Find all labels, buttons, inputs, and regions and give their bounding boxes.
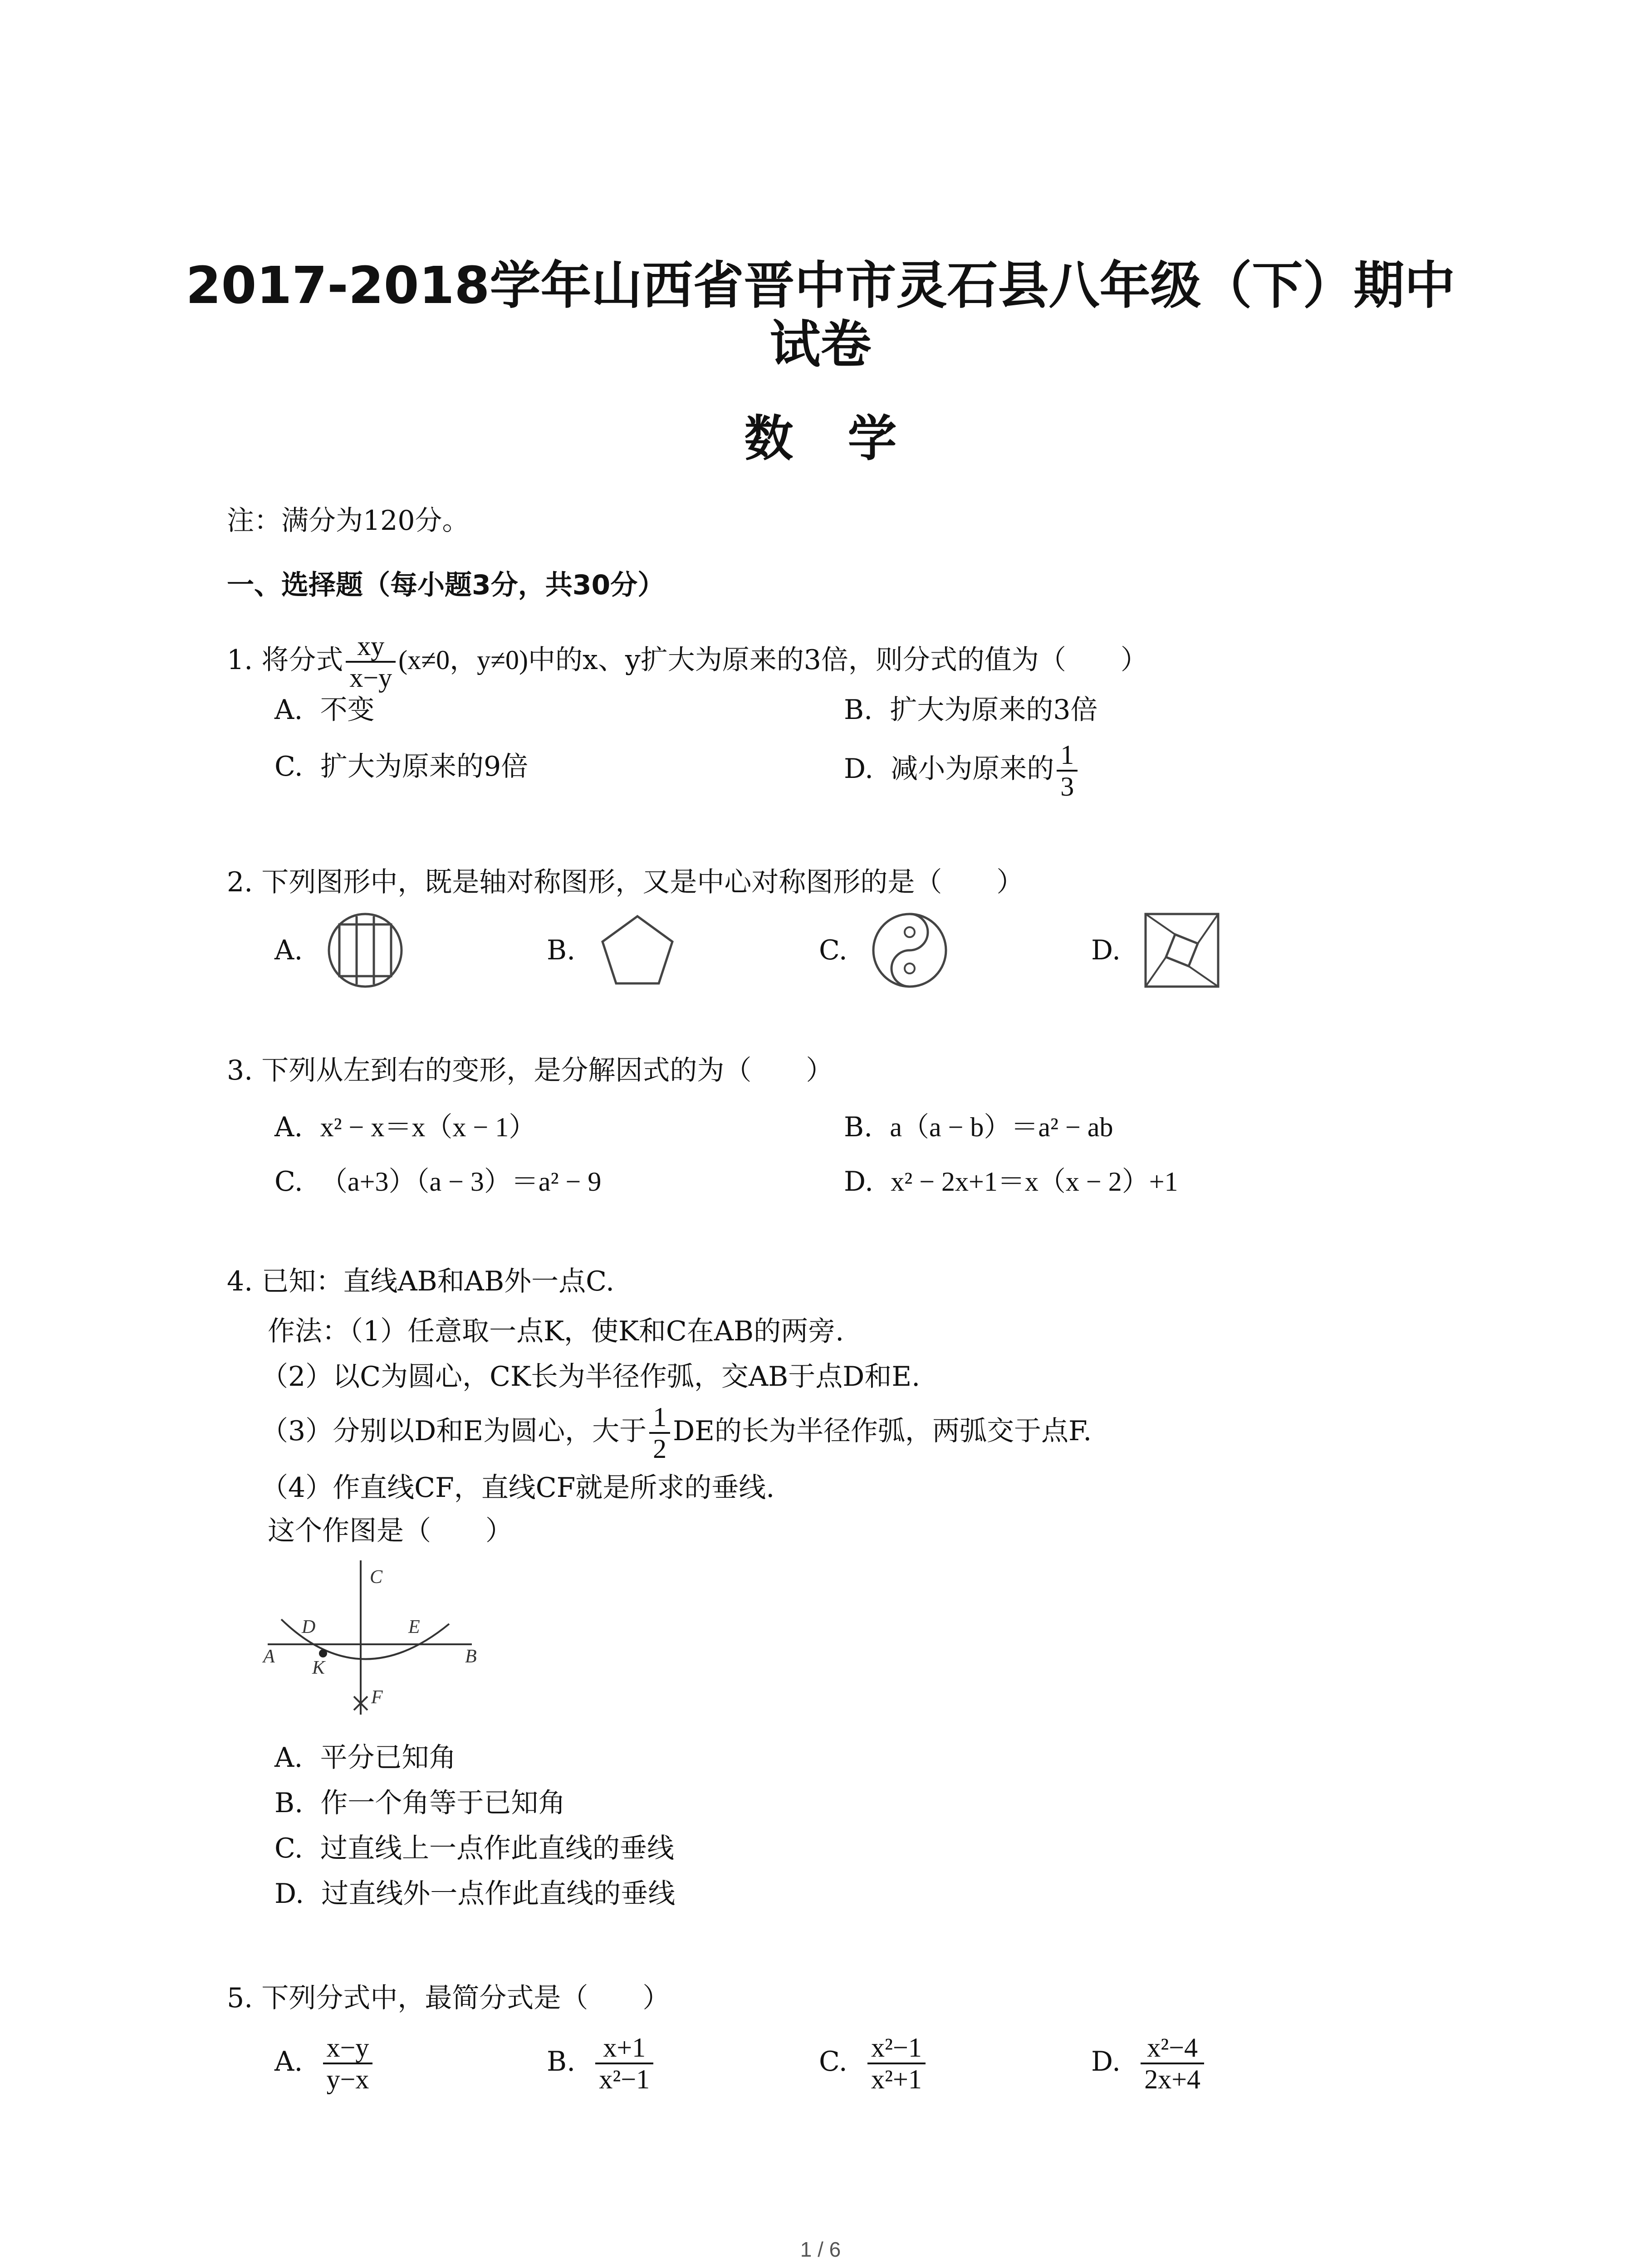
q5-c-fraction (867, 2033, 926, 2094)
q1-option-d (844, 735, 1080, 803)
label-b: B (465, 1646, 477, 1667)
q1-condition: (x≠0，y≠0) (398, 645, 528, 675)
point-k (319, 1649, 327, 1657)
option-text: 不变 (320, 694, 375, 726)
option-label: C. (274, 1833, 303, 1864)
frac-num: x+1 (595, 2033, 653, 2064)
frac-num: x²−4 (1141, 2033, 1204, 2064)
q5-number: 5. (227, 1982, 253, 2014)
q3-option-d (844, 1163, 1178, 1200)
q2-figure-d-pinwheel-square (1139, 907, 1225, 993)
page-number: 1 / 6 (800, 2238, 841, 2261)
q4-step-1: 作法：（1）任意取一点K，使K和C在AB的两旁. (268, 1315, 844, 1347)
subject-heading: 数学 (744, 411, 951, 467)
q4-given-text: 已知：直线AB和AB外一点C. (261, 1266, 615, 1297)
option-text: （a+3）（a − 3）＝a² − 9 (320, 1167, 602, 1197)
q1-fraction (346, 631, 396, 693)
q3-option-c (274, 1163, 601, 1200)
q5-option-a (274, 2028, 375, 2096)
option-label: D. (274, 1878, 304, 1910)
option-label: D. (1091, 2046, 1121, 2077)
option-label: C. (274, 751, 303, 782)
exam-title-line1: 2017-2018学年山西省晋中市灵石县八年级（下）期中 (186, 256, 1455, 315)
q4-step-3 (261, 1397, 1092, 1465)
q1-prefix: 将分式 (261, 644, 343, 676)
q2-option-a-label: A. (274, 934, 303, 966)
q2-figure-a-circle-square (322, 907, 408, 993)
option-text: x² − x＝x（x − 1） (320, 1112, 536, 1142)
frac-den: 2 (653, 1434, 667, 1464)
q2-option-b-label: B. (547, 934, 576, 966)
q3-option-b (844, 1109, 1113, 1145)
q3-option-a (274, 1109, 536, 1145)
score-note: 注：满分为120分。 (227, 505, 470, 537)
option-text: 平分已知角 (320, 1742, 456, 1774)
q3-text: 下列从左到右的变形，是分解因式的为（ ） (261, 1055, 833, 1086)
frac-den: 2x+4 (1144, 2064, 1201, 2095)
q4-option-b (274, 1785, 565, 1821)
question-1 (227, 626, 1148, 694)
q1-option-b (844, 692, 1098, 728)
q1-number: 1. (227, 644, 253, 676)
q5-b-fraction (595, 2033, 653, 2094)
frac-den: x²+1 (871, 2064, 922, 2095)
option-label: D. (844, 1166, 874, 1198)
frac-den: x²−1 (599, 2064, 650, 2095)
option-label: B. (547, 2046, 576, 2077)
option-text: x² − 2x+1＝x（x − 2）+1 (891, 1167, 1178, 1197)
q5-text: 下列分式中，最简分式是（ ） (261, 1982, 670, 2014)
q4-step-4: （4）作直线CF，直线CF就是所求的垂线. (261, 1472, 775, 1504)
q4-option-d (274, 1876, 675, 1912)
q5-option-d (1091, 2028, 1207, 2096)
q2-option-c-label: C. (819, 934, 847, 966)
q5-d-fraction (1141, 2033, 1204, 2094)
label-f: F (371, 1687, 383, 1708)
section-heading: 一、选择题（每小题3分，共30分） (227, 569, 665, 601)
q5-option-c (819, 2028, 928, 2096)
q4-number: 4. (227, 1266, 253, 1297)
option-label: D. (844, 753, 874, 785)
option-text: 扩大为原来的3倍 (890, 694, 1098, 726)
label-e: E (408, 1617, 420, 1637)
option-label: A. (274, 1742, 303, 1774)
option-label: A. (274, 1111, 303, 1143)
q1-d-fraction (1057, 740, 1078, 802)
question-2 (227, 864, 1024, 900)
option-text: 减小为原来的 (891, 753, 1054, 785)
frac-den: y−x (326, 2064, 369, 2095)
option-label: B. (844, 694, 873, 726)
q2-text: 下列图形中，既是轴对称图形，又是中心对称图形的是（ ） (261, 866, 1024, 898)
option-text: 扩大为原来的9倍 (320, 751, 529, 782)
option-label: A. (274, 694, 303, 726)
frac-num: x−y (323, 2033, 373, 2064)
question-4-given (227, 1263, 614, 1300)
label-c: C (370, 1567, 383, 1588)
q2-option-d-label: D. (1091, 934, 1121, 966)
q4-construction-figure (259, 1556, 495, 1728)
option-label: C. (274, 1166, 303, 1198)
option-label: C. (819, 2046, 847, 2077)
frac-num: 1 (1057, 740, 1078, 772)
label-k: K (312, 1657, 325, 1678)
label-a: A (263, 1646, 275, 1667)
q5-option-b (547, 2028, 656, 2096)
option-text: 过直线外一点作此直线的垂线 (321, 1878, 676, 1910)
q1-frac-num: xy (346, 631, 396, 663)
exam-title-line2: 试卷 (769, 315, 872, 374)
option-text: a（a − b）＝a² − ab (890, 1112, 1113, 1142)
label-d: D (302, 1617, 316, 1637)
q4-option-c (274, 1830, 674, 1867)
q1-suffix: 中的x、y扩大为原来的3倍，则分式的值为（ ） (528, 644, 1148, 676)
frac-num: 1 (649, 1402, 670, 1434)
option-label: B. (274, 1787, 304, 1819)
frac-den: 3 (1060, 772, 1074, 802)
q4-question: 这个作图是（ ） (268, 1515, 513, 1547)
q1-option-c (274, 748, 528, 785)
q4-step3-fraction (649, 1402, 670, 1464)
q4-step3-post: DE的长为半径作弧，两弧交于点F. (673, 1415, 1092, 1447)
option-label: B. (844, 1111, 873, 1143)
q2-number: 2. (227, 866, 253, 898)
question-3 (227, 1052, 833, 1089)
q5-a-fraction (323, 2033, 373, 2094)
q4-step-2: （2）以C为圆心，CK长为半径作弧，交AB于点D和E. (261, 1361, 921, 1393)
q1-frac-den: x−y (349, 663, 392, 693)
frac-num: x²−1 (867, 2033, 926, 2064)
option-text: 作一个角等于已知角 (320, 1787, 566, 1819)
q4-step3-pre: （3）分别以D和E为圆心，大于 (261, 1415, 647, 1447)
q2-figure-c-yin-yang (867, 907, 953, 993)
option-text: 过直线上一点作此直线的垂线 (320, 1833, 674, 1864)
q3-number: 3. (227, 1055, 253, 1086)
q2-figure-b-pentagon (594, 907, 681, 993)
question-5 (227, 1980, 670, 2016)
q4-option-a (274, 1740, 456, 1776)
q1-option-a (274, 692, 375, 728)
option-label: A. (274, 2046, 303, 2077)
